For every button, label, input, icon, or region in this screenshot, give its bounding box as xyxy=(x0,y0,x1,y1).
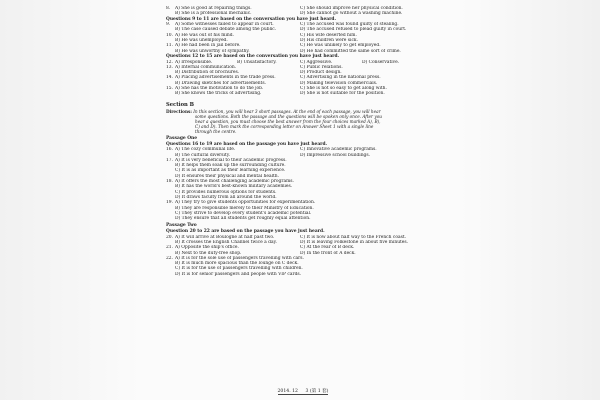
option-text: B) It is much more spacious than the lounge on C deck. xyxy=(175,261,299,267)
option-text: B) He was unworthy of sympathy. xyxy=(175,48,250,54)
question-number: 8. xyxy=(166,6,171,11)
page-footer xyxy=(166,389,440,394)
option-text: A) Internal communication. xyxy=(175,64,237,70)
option-text: D) It ensures their physical and mental health. xyxy=(175,173,279,179)
option-text: A) It is for the sole use of passengers travelling with cars. xyxy=(175,255,304,261)
option-text: C) It is as important as their learning experience. xyxy=(175,168,286,174)
option-text: D) She is not suitable for the position. xyxy=(300,91,385,97)
question-number: 10. xyxy=(166,32,173,38)
option-text: D) It draws faculty from all around the world. xyxy=(175,194,277,200)
section-b-title: Section B xyxy=(166,101,194,108)
question-16-block xyxy=(166,147,440,158)
option-text: C) It is for the use of passengers travelling with children. xyxy=(175,266,303,272)
option-text: B) Next to the duty-free shop. xyxy=(175,250,242,256)
option-text: D) The accused refused to plead guilty in court. xyxy=(300,27,407,33)
option-text: C) They strive to develop every student's academic potential. xyxy=(175,210,312,216)
option-text: D) His children were sick. xyxy=(300,38,358,44)
option-text: C) His wife deserted him. xyxy=(300,32,357,38)
option-text: C) He was unlikely to get employed. xyxy=(300,43,381,49)
option-text: D) He had committed the same sort of crime. xyxy=(300,48,401,54)
option-text: A) Some witnesses failed to appear in court. xyxy=(175,22,274,28)
questions-8-block xyxy=(166,6,440,17)
question-number: 13. xyxy=(166,64,173,70)
option-text: C) At the rear of B deck. xyxy=(300,245,355,251)
option-text: B) The cultural diversity. xyxy=(175,152,230,158)
option-text: A) He was out of his mind. xyxy=(175,32,234,38)
option-text: A) They try to give students opportunities for experimentation. xyxy=(175,200,316,206)
question-number: 18. xyxy=(166,179,173,185)
question-number: 15. xyxy=(166,86,173,92)
option-text: D) They ensure that all students get roughly equal attention. xyxy=(175,216,311,222)
directions-line: In this section, you will hear 3 short passages. At the end of each passage, you will hear xyxy=(193,108,381,114)
option-row xyxy=(166,11,440,16)
option-text: D) Impressive school buildings. xyxy=(300,152,370,158)
option-text: A) The cozy communal life. xyxy=(175,147,236,153)
question-number: 20. xyxy=(166,234,173,240)
questions-17-19-block xyxy=(166,158,440,222)
questions-12-15-block xyxy=(166,60,440,97)
option-text: B) It has the world's best-known military academies. xyxy=(175,184,293,190)
option-text: C) Public relations. xyxy=(300,64,343,70)
header-16-19: Questions 16 to 19 are based on the passage you have just heard. xyxy=(166,141,328,147)
option-text: D) Making television commercials. xyxy=(300,80,378,86)
question-number xyxy=(166,91,175,96)
option-text: C) It is now about half way to the French coast. xyxy=(300,234,406,240)
option-text: D) It is for senior passengers and people with VIP cards. xyxy=(175,271,302,277)
directions-line: C) and D). Then mark the corresponding letter on Answer Sheet 1 with a single line xyxy=(195,123,374,129)
question-number xyxy=(166,216,175,221)
option-text: C) She is not so easy to get along with. xyxy=(300,86,387,92)
option-text: A) It will arrive at Boulogne at half past two. xyxy=(175,234,275,240)
option-text: B) Drawing sketches for advertisements. xyxy=(175,80,266,86)
question-number: 11. xyxy=(166,43,173,49)
option-text: A) Opposite the ship's office. xyxy=(175,245,239,251)
question-number xyxy=(166,272,175,277)
question-number: 21. xyxy=(166,245,173,251)
option-text: C) She should improve her physical condition. xyxy=(300,6,403,11)
option-row xyxy=(166,272,440,277)
option-text: D) In the front of A deck. xyxy=(300,250,356,256)
option-row xyxy=(166,216,440,221)
header-12-15: Questions 12 to 15 are based on the conversation you have just heard. xyxy=(166,53,340,59)
option-text: B) It crosses the English Channel twice a day. xyxy=(175,239,277,245)
option-text: B) He was unemployed. xyxy=(175,38,228,44)
option-text: C) Innovative academic programs. xyxy=(300,147,377,153)
option-text: D) Conservative. xyxy=(362,59,400,65)
option-text: A) Irresponsible. xyxy=(175,59,213,65)
option-text: A) Placing advertisements in the trade press. xyxy=(175,75,276,81)
question-22-block xyxy=(166,256,440,277)
option-text: C) It provides numerous options for students. xyxy=(175,189,277,195)
questions-9-11-block xyxy=(166,22,440,54)
option-text: B) The case caused debate among the public. xyxy=(175,27,277,33)
passage-one-title: Passage One xyxy=(166,136,198,142)
header-9-11: Questions 9 to 11 are based on the conversation you have just heard. xyxy=(166,16,337,22)
option-text: A) It offers the most challenging academic programs. xyxy=(175,179,294,185)
question-number: 9. xyxy=(166,22,171,28)
question-number: 14. xyxy=(166,75,173,81)
footer-text: 2014. 12 3 (第 1 套) xyxy=(277,389,329,394)
option-text: B) It helps them soak up the surrounding culture. xyxy=(175,163,286,169)
question-number: 22. xyxy=(166,255,173,261)
option-text: A) She has the motivation to do the job. xyxy=(175,86,264,92)
question-number xyxy=(166,11,175,16)
option-text: B) Unsatisfactory. xyxy=(237,59,277,65)
passage-two-title: Passage Two xyxy=(166,223,197,229)
header-20-22: Question 20 to 22 are based on the passage you have just heard. xyxy=(166,229,325,235)
question-number: 16. xyxy=(166,147,173,153)
directions-line: hear a question, you must choose the best answer from the four choices marked A), B), xyxy=(195,118,381,124)
option-text: C) Advertising in the national press. xyxy=(300,75,381,81)
questions-20-21-block xyxy=(166,235,440,256)
option-text: C) Aggressive. xyxy=(300,59,333,65)
option-text: D) Product design. xyxy=(300,70,342,76)
directions-label: Directions: xyxy=(166,108,192,114)
option-text: B) She is a professional mechanic. xyxy=(175,11,252,17)
option-text: D) She cannot go without a washing machine. xyxy=(300,11,403,17)
directions-line: some questions. Both the passage and the questions will be spoken only once. After you xyxy=(195,113,382,119)
question-number: 17. xyxy=(166,157,173,163)
directions xyxy=(166,109,440,134)
option-text: B) They are responsible merely to their Ministry of Education. xyxy=(175,205,314,211)
exam-sheet xyxy=(166,6,440,394)
option-text: A) She is good at repairing things. xyxy=(175,6,252,11)
option-text: A) It is very beneficial to their academic progress. xyxy=(175,157,287,163)
option-text: C) The accused was found guilty of stealing. xyxy=(300,22,399,28)
option-text: B) She knows the tricks of advertising. xyxy=(175,91,262,97)
option-row xyxy=(166,91,440,96)
option-text: B) Distribution of brochures. xyxy=(175,70,240,76)
question-number: 19. xyxy=(166,200,173,206)
question-number: 12. xyxy=(166,59,173,65)
option-text: D) It is leaving Folkestone in about five minutes. xyxy=(300,239,409,245)
directions-line: through the centre. xyxy=(195,129,237,135)
option-text: A) He had been in jail before. xyxy=(175,43,241,49)
